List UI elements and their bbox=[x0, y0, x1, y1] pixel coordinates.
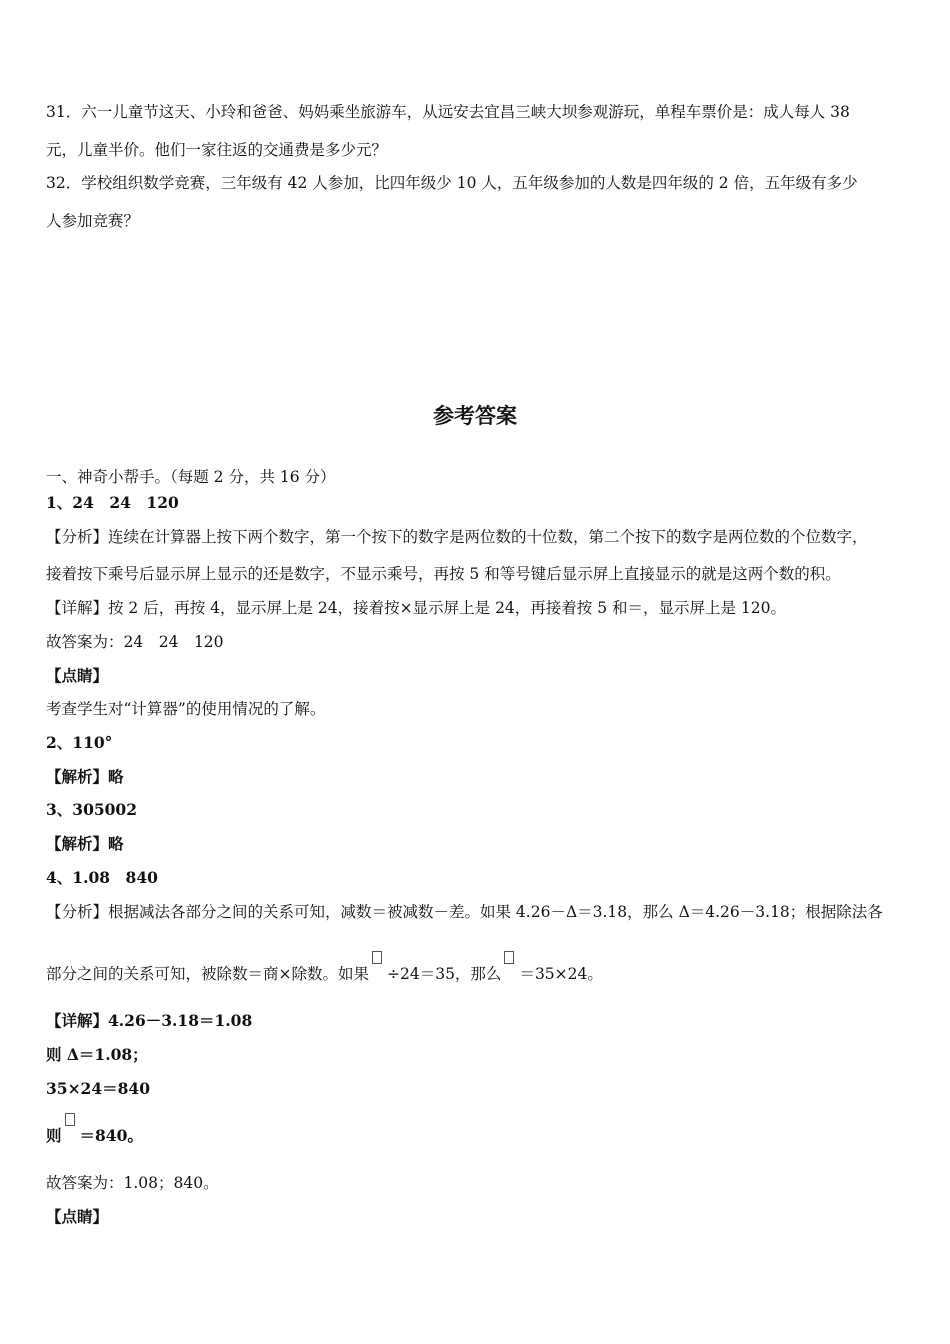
answer-4-analysis-line-2 bbox=[46, 964, 603, 984]
answer-1-comment-label: 【点睛】 bbox=[46, 666, 109, 685]
answer-4-step-3-part-b: ＝840。 bbox=[79, 1126, 143, 1145]
question-31-line-2: 元，儿童半价。他们一家往返的交通费是多少元？ bbox=[46, 141, 388, 159]
answer-1-head: 1、24 24 120 bbox=[46, 493, 179, 512]
section-heading: 一、神奇小帮手。（每题 2 分，共 16 分） bbox=[46, 468, 336, 486]
answer-4-head: 4、1.08 840 bbox=[46, 868, 158, 887]
question-32-line-2: 人参加竞赛？ bbox=[46, 212, 140, 230]
answer-4-analysis-part-c: ＝35×24。 bbox=[519, 965, 603, 983]
answer-1-analysis-line-2: 接着按下乘号后显示屏上显示的还是数字，不显示乘号，再按 5 和等号键后显示屏上直接显示的就是这两个数的积。 bbox=[46, 565, 841, 583]
answer-1-detail: 【详解】按 2 后，再按 4，显示屏上是 24，接着按×显示屏上是 24，再接着按 5 和＝，显示屏上是 120。 bbox=[46, 599, 787, 617]
answer-4-step-2: 35×24＝840 bbox=[46, 1079, 150, 1098]
blank-box-icon bbox=[62, 1127, 80, 1141]
answer-2-head: 2、110° bbox=[46, 733, 113, 752]
answer-3-analysis: 【解析】略 bbox=[46, 834, 124, 853]
blank-box-icon bbox=[369, 965, 387, 979]
question-31-line-1: 31．六一儿童节这天、小玲和爸爸、妈妈乘坐旅游车，从远安去宜昌三峡大坝参观游玩，单程车票价是：成人每人 38 bbox=[46, 103, 850, 121]
answer-2-analysis: 【解析】略 bbox=[46, 767, 124, 786]
answer-4-final: 故答案为：1.08；840。 bbox=[46, 1174, 219, 1192]
question-32-line-1: 32．学校组织数学竞赛，三年级有 42 人参加，比四年级少 10 人，五年级参加的人数是四年级的 2 倍，五年级有多少 bbox=[46, 174, 858, 192]
answer-1-analysis-line-1: 【分析】连续在计算器上按下两个数字，第一个按下的数字是两位数的十位数，第二个按下的数字是两位数的个位数字， bbox=[46, 528, 868, 546]
answer-4-step-3-part-a: 则 bbox=[46, 1126, 62, 1145]
answer-3-head: 3、305002 bbox=[46, 800, 137, 819]
blank-box-icon bbox=[501, 965, 519, 979]
answer-4-step-1: 则 Δ＝1.08； bbox=[46, 1045, 148, 1064]
answer-1-comment: 考查学生对“计算器”的使用情况的了解。 bbox=[46, 700, 326, 718]
answers-title: 参考答案 bbox=[433, 404, 517, 428]
answer-4-detail: 【详解】4.26－3.18＝1.08 bbox=[46, 1011, 253, 1030]
answer-4-step-3 bbox=[46, 1126, 143, 1146]
answer-1-final: 故答案为：24 24 120 bbox=[46, 633, 224, 651]
answer-4-analysis-part-a: 部分之间的关系可知，被除数＝商×除数。如果 bbox=[46, 965, 369, 983]
answer-4-analysis-part-b: ÷24＝35，那么 bbox=[387, 965, 502, 983]
answer-4-comment-label: 【点睛】 bbox=[46, 1207, 109, 1226]
answer-4-analysis-line-1: 【分析】根据减法各部分之间的关系可知，减数＝被减数－差。如果 4.26－Δ＝3.18，那么 Δ＝4.26－3.18；根据除法各 bbox=[46, 903, 883, 921]
